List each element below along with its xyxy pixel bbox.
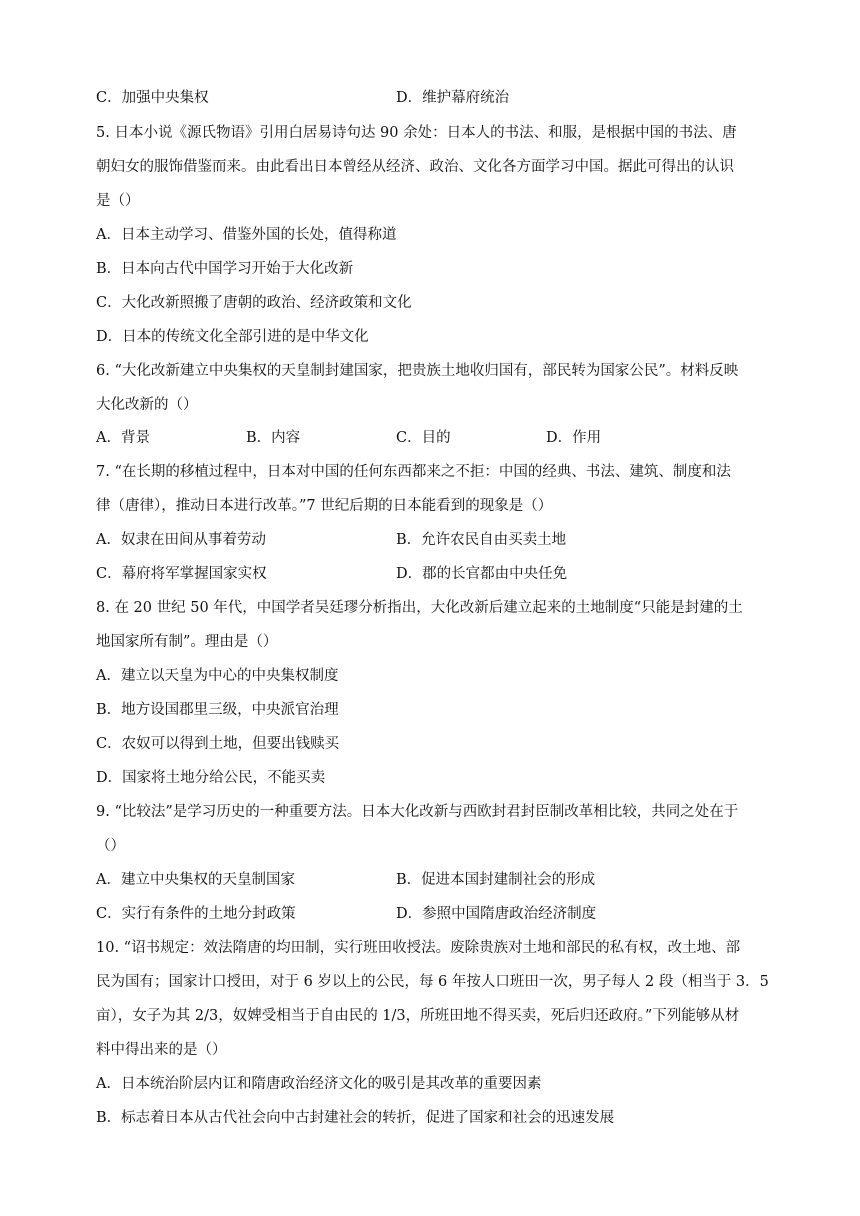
q7-options-row-1 — [96, 530, 776, 550]
q6-option-d: D．作用 — [546, 430, 602, 446]
q9-option-b: B．促进本国封建制社会的形成 — [396, 872, 596, 888]
q7-option-d: D．郡的长官都由中央任免 — [396, 566, 568, 582]
q6-stem-line-2: 大化改新的（） — [96, 397, 198, 413]
q6-stem-line-1: 6. “大化改新建立中央集权的天皇制封建国家，把贵族土地收归国有，部民转为国家公民”。材料反映 — [96, 363, 739, 379]
q10-stem-line-3: 亩），女子为其 2/3，奴婢受相当于自由民的 1/3，所班田地不得买卖，死后归还政府。”下列能够从材 — [96, 1008, 740, 1024]
q7-option-b: B．允许农民自由买卖土地 — [396, 532, 567, 548]
q7-option-c: C．幕府将军掌握国家实权 — [96, 566, 267, 582]
q6-option-b: B．内容 — [246, 430, 301, 446]
q8-option-d: D．国家将土地分给公民，不能买卖 — [96, 770, 326, 786]
q5-option-c: C．大化改新照搬了唐朝的政治、经济政策和文化 — [96, 295, 412, 311]
q10-stem-line-2: 民为国有；国家计口授田，对于 6 岁以上的公民，每 6 年按人口班田一次，男子每人 2 段（相当于 3．5 — [96, 974, 769, 990]
q7-stem-line-2: 律（唐律），推动日本进行改革。”7 世纪后期的日本能看到的现象是（） — [96, 498, 553, 514]
q9-stem-line-2: （） — [96, 838, 125, 854]
q10-option-a: A．日本统治阶层内讧和隋唐政治经济文化的吸引是其改革的重要因素 — [96, 1076, 542, 1092]
q8-stem-line-2: 地国家所有制”。理由是（） — [96, 634, 278, 650]
q4-option-d: D．维护幕府统治 — [396, 90, 510, 106]
q5-option-b: B．日本向古代中国学习开始于大化改新 — [96, 261, 354, 277]
q6-option-c: C．目的 — [396, 430, 451, 446]
q6-option-a: A．背景 — [96, 430, 150, 446]
q9-option-c: C．实行有条件的土地分封政策 — [96, 906, 296, 922]
q5-stem-line-1: 5. 日本小说《源氏物语》引用白居易诗句达 90 余处：日本人的书法、和服，是根据中国的书法、唐 — [96, 125, 737, 141]
q10-stem-line-4: 料中得出来的是（） — [96, 1042, 227, 1058]
q9-option-d: D．参照中国隋唐政治经济制度 — [396, 906, 597, 922]
q8-option-a: A．建立以天皇为中心的中央集权制度 — [96, 668, 339, 684]
q5-option-a: A．日本主动学习、借鉴外国的长处，值得称道 — [96, 227, 397, 243]
q7-options-row-2 — [96, 564, 776, 584]
q4-option-c: C．加强中央集权 — [96, 90, 209, 106]
q6-options-row — [96, 428, 776, 448]
q8-option-b: B．地方设国郡里三级，中央派官治理 — [96, 702, 339, 718]
q5-stem-line-3: 是（） — [96, 193, 140, 209]
q9-options-row-1 — [96, 870, 776, 890]
q7-option-a: A．奴隶在田间从事着劳动 — [96, 532, 266, 548]
q5-option-d: D．日本的传统文化全部引进的是中华文化 — [96, 329, 369, 345]
q9-options-row-2 — [96, 904, 776, 924]
q9-stem-line-1: 9. “比较法”是学习历史的一种重要方法。日本大化改新与西欧封君封臣制改革相比较，共同之处在于 — [96, 804, 739, 820]
q8-option-c: C．农奴可以得到土地，但要出钱赎买 — [96, 736, 340, 752]
q7-stem-line-1: 7. “在长期的移植过程中，日本对中国的任何东西都来之不拒：中国的经典、书法、建筑、制度和法 — [96, 464, 731, 480]
q10-stem-line-1: 10. “诏书规定：效法隋唐的均田制，实行班田收授法。废除贵族对土地和部民的私有权，改土地、部 — [96, 940, 741, 956]
q10-option-b: B．标志着日本从古代社会向中古封建社会的转折，促进了国家和社会的迅速发展 — [96, 1110, 615, 1126]
q4-options-row-2 — [96, 88, 776, 108]
q8-stem-line-1: 8. 在 20 世纪 50 年代，中国学者吴廷璆分析指出，大化改新后建立起来的土地制度“只能是封建的土 — [96, 600, 743, 616]
q9-option-a: A．建立中央集权的天皇制国家 — [96, 872, 295, 888]
q5-stem-line-2: 朝妇女的服饰借鉴而来。由此看出日本曾经从经济、政治、文化各方面学习中国。据此可得出的认识 — [96, 159, 734, 175]
